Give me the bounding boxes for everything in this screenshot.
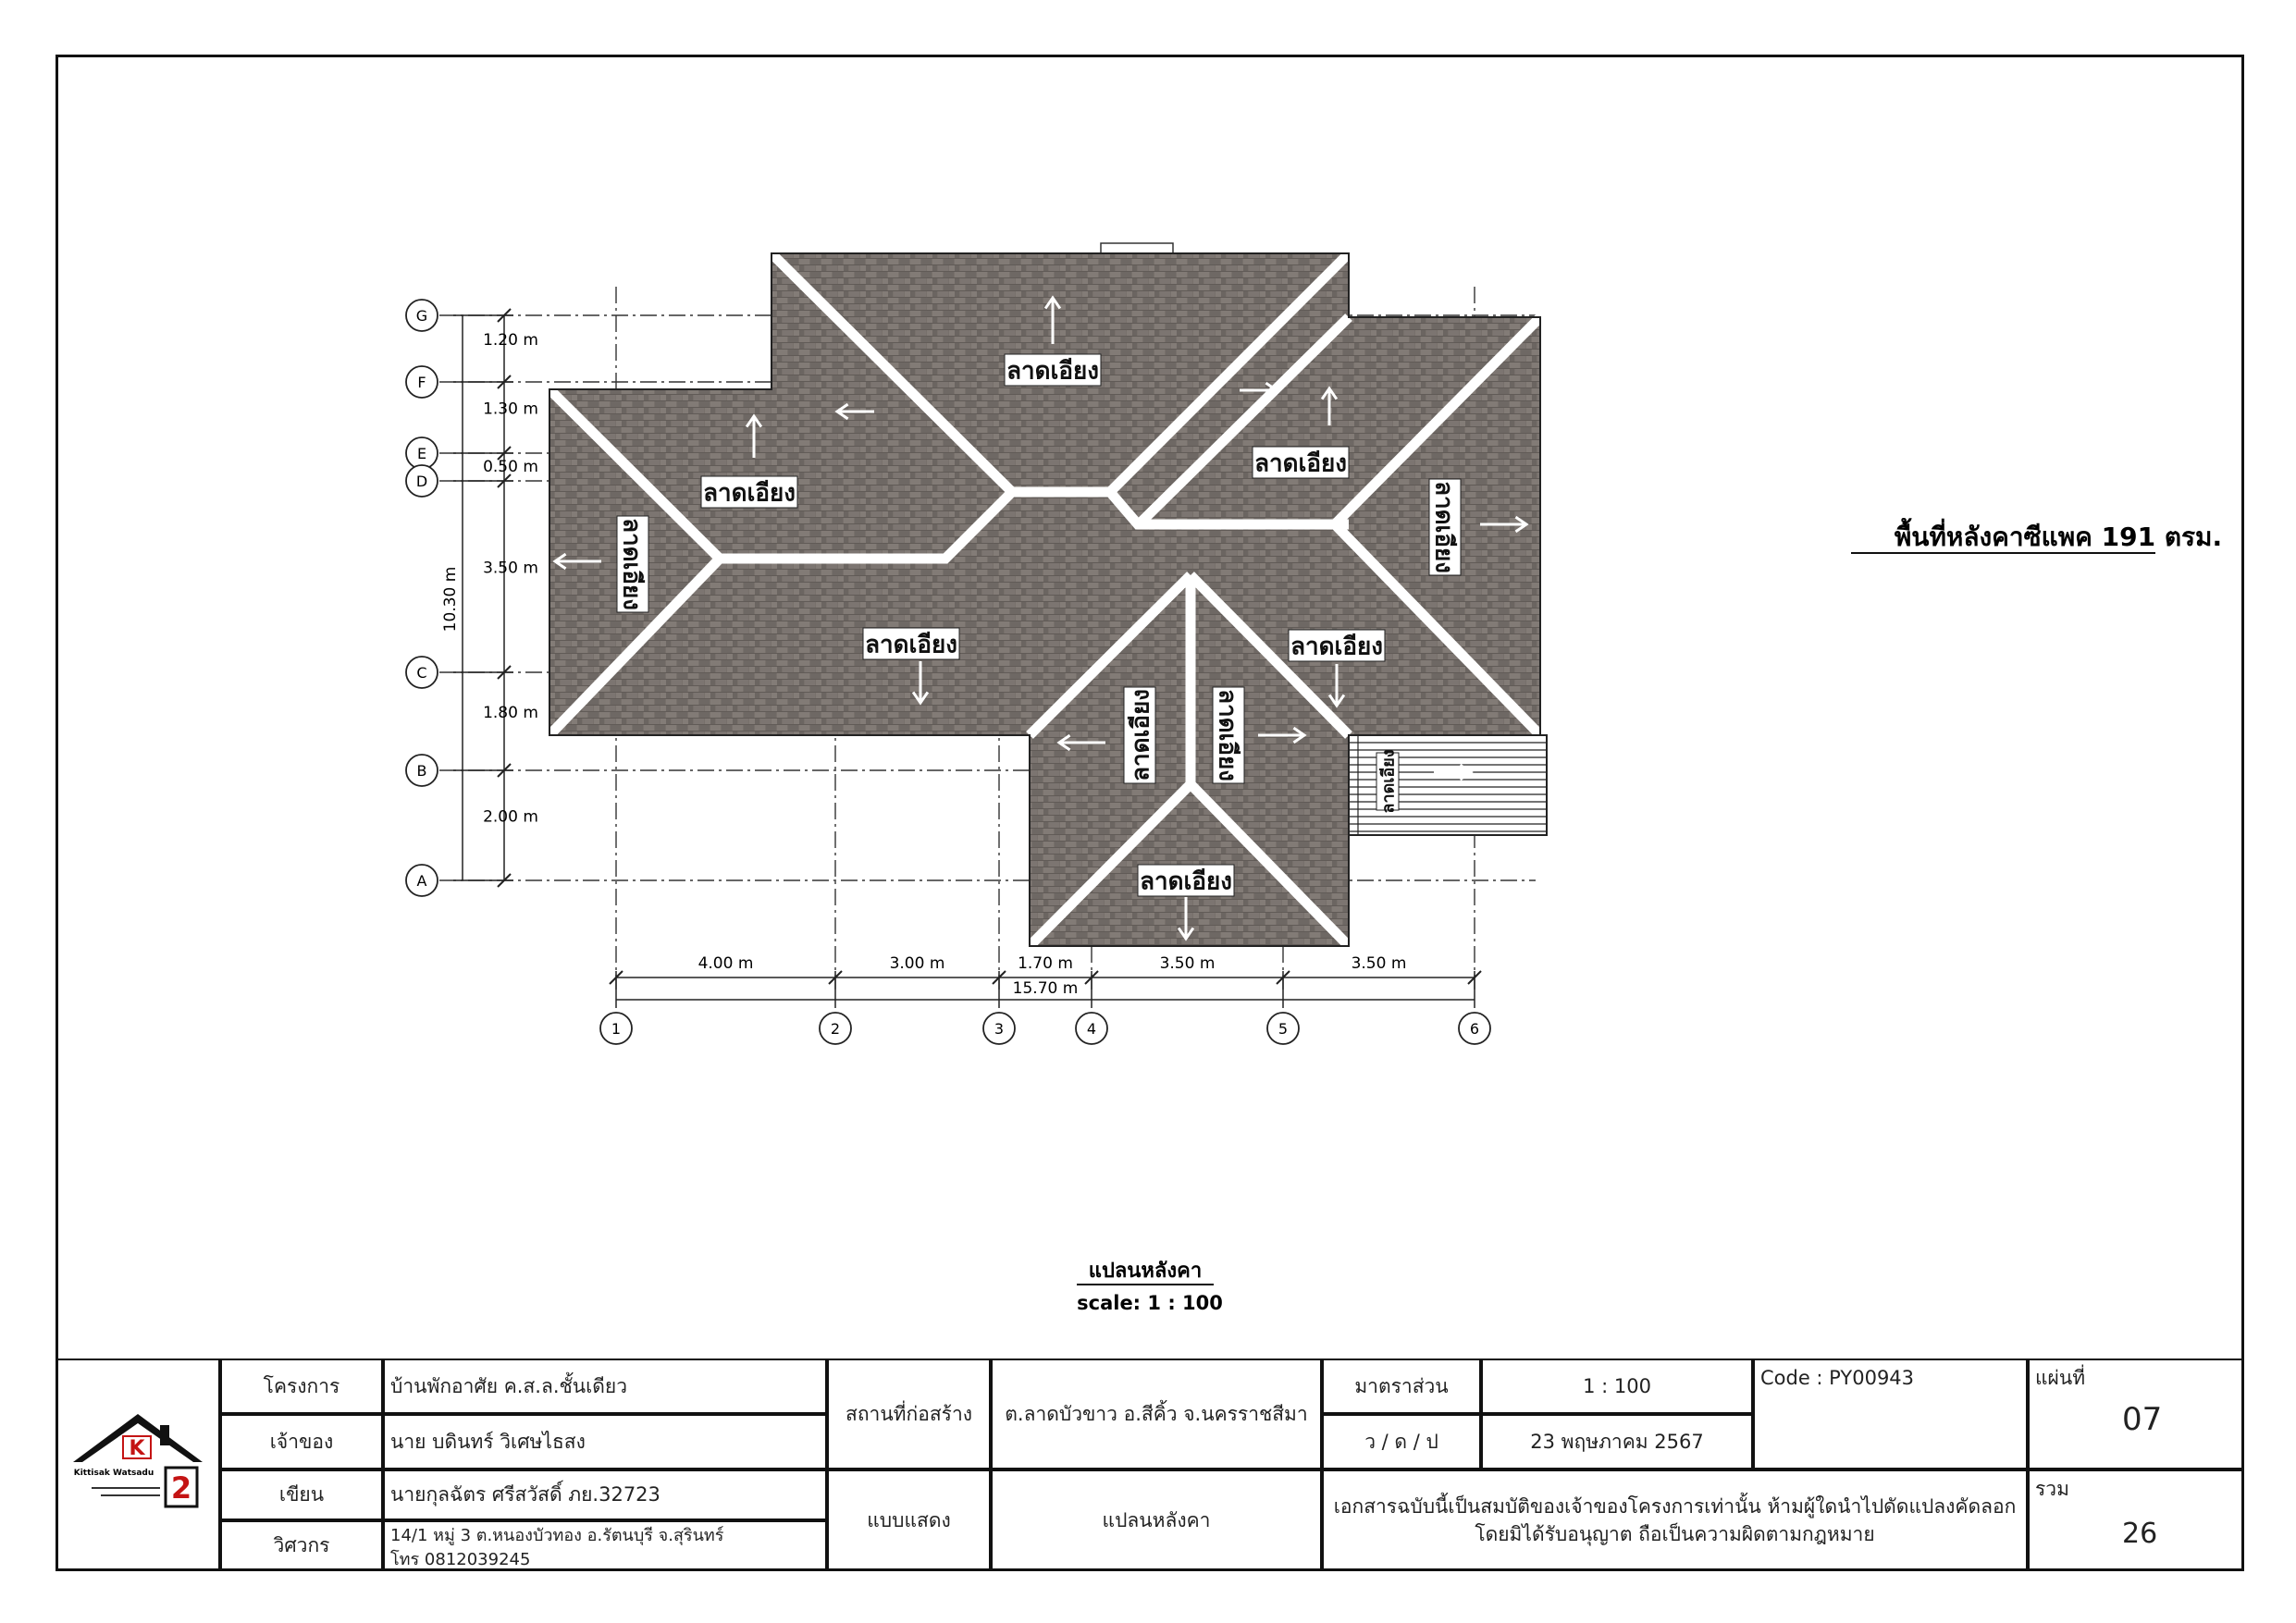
slope-label: [863, 628, 959, 659]
site-label: สถานที่ก่อสร้าง: [827, 1359, 991, 1469]
project-value: บ้านพักอาศัย ค.ส.ล.ชั้นเดียว: [383, 1359, 827, 1414]
writer-label: เขียน: [220, 1469, 383, 1520]
roof-vent: [1101, 243, 1173, 253]
total-height-dimension: 10.30 m: [441, 566, 460, 633]
row-dimension: 1.30 m: [483, 400, 538, 419]
slope-label-text: ลาดเอียง: [703, 479, 796, 508]
slope-label: [617, 516, 648, 612]
slope-label-text: ลาดเอียง: [1140, 867, 1232, 896]
engineer-phone: โทร 0812039245: [390, 1550, 531, 1570]
engineer-label: วิศวกร: [220, 1520, 383, 1571]
notice: [1322, 1469, 2028, 1571]
col-dimension: 3.50 m: [1159, 954, 1216, 973]
grid-row-label: D: [415, 473, 428, 490]
slope-label: [1138, 865, 1234, 896]
writer-value: นายกุลฉัตร ศรีสวัสดิ์ ภย.32723: [383, 1469, 827, 1520]
slope-label-text: ลาดเอียง: [1254, 449, 1347, 478]
total-sheets: 26: [2122, 1518, 2158, 1550]
company-logo: [56, 1359, 220, 1571]
date-label: ว / ด / ป: [1322, 1414, 1481, 1469]
slope-label-text: ลาดเอียง: [1127, 689, 1155, 781]
slope-label: [1289, 630, 1385, 661]
slope-label: [1429, 479, 1461, 575]
sheet-label: แผ่นที่: [2035, 1367, 2086, 1389]
slope-label: [701, 476, 797, 508]
grid-col-label: 2: [830, 1020, 841, 1038]
horizontal-dimensions: [600, 954, 1490, 1044]
vertical-dimensions: [406, 300, 538, 896]
total-width-dimension: 15.70 m: [1012, 979, 1079, 998]
show-label: แบบแสดง: [827, 1469, 991, 1571]
sheet-number: 07: [2122, 1401, 2163, 1438]
site-value: ต.ลาดบัวขาว อ.สีคิ้ว จ.นครราชสีมา: [991, 1359, 1322, 1469]
roof-area-note: พื้นที่หลังคาซีแพค 191 ตรม.: [1894, 522, 2223, 552]
drawing-scale: scale: 1 : 100: [1077, 1292, 1223, 1314]
grid-col-label: 4: [1086, 1020, 1097, 1038]
grid-row-label: F: [417, 374, 426, 391]
scale-label: มาตราส่วน: [1322, 1359, 1481, 1414]
slope-label-text: ลาดเอียง: [865, 631, 957, 659]
grid-row-label: A: [416, 872, 427, 890]
slope-label-text: ลาดเอียง: [1378, 749, 1399, 814]
slope-label-text: ลาดเอียง: [1290, 633, 1383, 661]
grid-row-label: G: [415, 307, 428, 325]
date-value: 23 พฤษภาคม 2567: [1481, 1414, 1753, 1469]
row-dimension: 0.50 m: [483, 458, 538, 476]
row-dimension: 1.80 m: [483, 704, 538, 722]
col-dimension: 1.70 m: [1018, 954, 1073, 973]
grid-col-label: 5: [1278, 1020, 1289, 1038]
notice-line-2: โดยมิได้รับอนุญาต ถือเป็นความผิดตามกฎหมาย: [1475, 1523, 1875, 1545]
notice-line-1: เอกสารฉบับนี้เป็นสมบัติของเจ้าของโครงการเท่านั้น ห้ามผู้ใดนำไปดัดแปลงคัดลอก: [1333, 1494, 2017, 1518]
row-dimension: 1.20 m: [483, 331, 538, 350]
engineer-address: 14/1 หมู่ 3 ต.หนองบัวทอง อ.รัตนบุรี จ.สุรินทร์: [390, 1526, 724, 1545]
slope-label: [1253, 447, 1349, 478]
slope-label-text: ลาดเอียง: [617, 518, 646, 610]
code: Code : PY00943: [1753, 1359, 2028, 1469]
grid-col-label: 6: [1469, 1020, 1480, 1038]
title-block: [56, 1359, 2244, 1571]
slope-label: [1376, 749, 1399, 813]
logo-brand: Kittisak Watsadu: [73, 1469, 154, 1478]
total-box: [2028, 1469, 2244, 1571]
row-dimension: 2.00 m: [483, 807, 538, 827]
scale-value: 1 : 100: [1481, 1359, 1753, 1414]
total-label: รวม: [2035, 1478, 2069, 1500]
slope-label-text: ลาดเอียง: [1006, 357, 1099, 386]
slope-label: [1124, 687, 1155, 783]
drawing-title: แปลนหลังคา: [1088, 1260, 1203, 1283]
col-dimension: 3.00 m: [889, 954, 945, 973]
engineer-info: [383, 1520, 827, 1571]
show-value: แปลนหลังคา: [991, 1469, 1322, 1571]
slope-label-text: ลาดเอียง: [1213, 689, 1241, 781]
col-dimension: 3.50 m: [1351, 954, 1407, 973]
slope-label-text: ลาดเอียง: [1429, 481, 1458, 573]
grid-row-label: E: [416, 445, 427, 462]
svg-text:K: K: [129, 1437, 145, 1460]
row-dimension: 3.50 m: [483, 559, 538, 578]
grid-col-label: 3: [994, 1020, 1005, 1038]
project-label: โครงการ: [220, 1359, 383, 1414]
grid-row-label: C: [416, 664, 427, 682]
col-dimension: 4.00 m: [697, 954, 754, 973]
logo-number: 2: [170, 1470, 192, 1506]
owner-value: นาย บดินทร์ วิเศษไธสง: [383, 1414, 827, 1469]
slope-label: [1213, 687, 1244, 783]
slope-label: [1005, 354, 1101, 386]
grid-row-label: B: [416, 762, 427, 780]
sheet-box: [2028, 1359, 2244, 1469]
grid-col-label: 1: [611, 1020, 622, 1038]
owner-label: เจ้าของ: [220, 1414, 383, 1469]
